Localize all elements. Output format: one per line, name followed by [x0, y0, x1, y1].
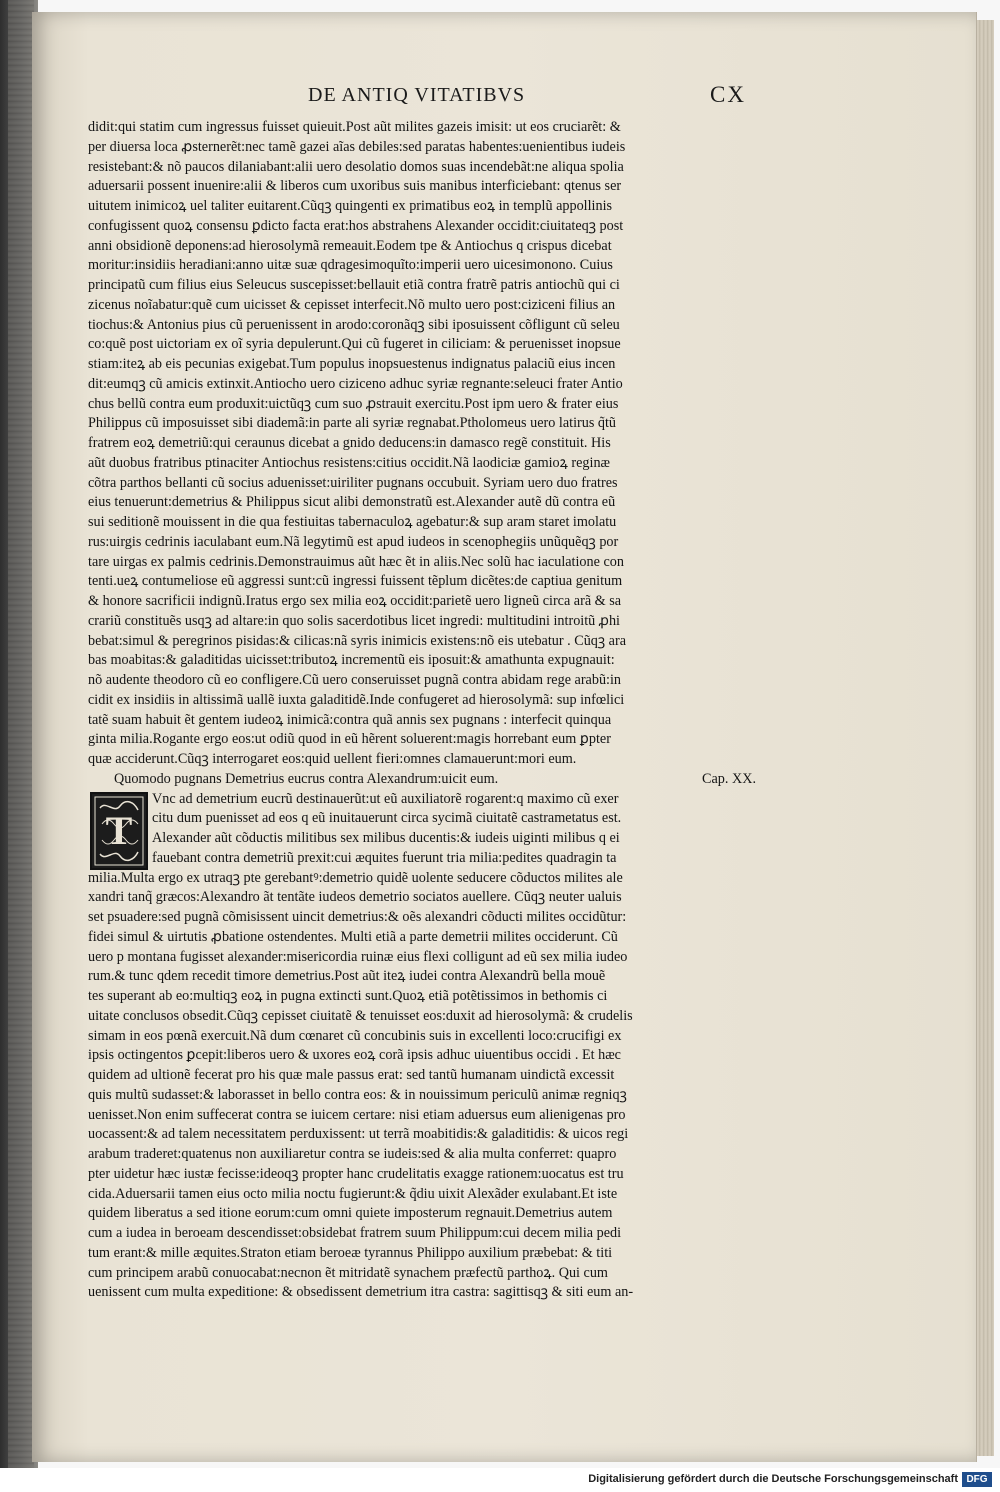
binding-texture	[8, 0, 34, 1468]
text-line: arabum traderet:quatenus non auxiliaretur contra se iudeis:sed & alia multa conferret: quapro	[88, 1146, 617, 1162]
text-line: Alexander aũt cõductis militibus sex milibus ducentis:& iudeis uiginti milibus q ei	[152, 830, 620, 846]
text-line: set psuadere:sed pugnã cõmisissent uincit demetrius:& oẽs alexandri cõducti milites occidũtur:	[88, 909, 627, 925]
text-line: quidem ad ultionẽ fecerat pro his quæ male passus erat: sed tantũ humanam uindictã excessit	[88, 1067, 615, 1083]
text-line: tare uirgas ex palmis cedrinis.Demonstrauimus aũt hæc ẽt in aliis.Nec solũ hac iaculatione con	[88, 553, 624, 570]
text-line: sui seditionẽ mouissent in die qua festiuitas tabernaculoꝝ agebatur:& sup aram staret imolatu	[88, 514, 617, 530]
initial-letter: T	[105, 807, 133, 853]
page-stack-edge	[976, 20, 994, 1456]
text-line: crariũ constituẽs usqꝫ ad altare:in quo solis sacerdotibus licet ingredi: multitudini introitũ ꝓhi	[88, 612, 620, 629]
text-line: pter uidetur hæc iustæ fecisse:ideoqꝫ propter hanc crudelitatis exagge rationem:uocatus est tru	[88, 1165, 624, 1182]
text-line: tenti.ueꝝ contumeliose eũ aggressi sunt:cũ ingressi fuissent tẽplum dicẽtes:de captiua genitum	[88, 573, 623, 590]
text-line: eius tenuerunt:demetrius & Philippus sicut alibi demonstratũ est.Alexander autẽ dũ contra eũ	[88, 494, 616, 511]
text-line: xandri tanq̃ græcos:Alexandro ãt tentãte iudeos demetrio sociatos auellere. Cũqꝫ neuter ualuis	[88, 889, 622, 906]
page-header	[60, 84, 760, 114]
text-line: quidem liberatus a sed itione eorum:cum omni quiete imposterum regnauit.Demetrius autem	[88, 1205, 613, 1222]
text-line: Vnc ad demetrium eucrũ destinauerũt:ut eũ auxiliatorẽ rogarent:q maximo cũ exer	[152, 790, 619, 807]
text-line: moritur:insidiis heradiani:anno uitæ suæ qdragesimoquĩto:imperii uero uicesimonono. Cuius	[88, 257, 613, 274]
text-line: uitate conclusos obsedit.Cũqꝫ cepisset ciuitatẽ & tenuisset eos:duxit ad hierosolymã: & crudelis	[88, 1007, 633, 1024]
text-line: Philippus cũ imposuisset sibi diademã:in parte ali syriæ regnabat.Ptholomeus uero latirus q̃tũ	[88, 415, 617, 432]
text-line: anni obsidionẽ deponens:ad hierosolymã remeauit.Eodem tpe & Antiochus q crispus dicebat	[88, 237, 612, 254]
text-line: cum a iudea in beroeam descendisset:obsidebat fratrem suum Philippum:cui decem milia pedi	[88, 1225, 622, 1241]
chapter-opening	[88, 790, 770, 869]
text-line: bas moabitas:& galaditidas uicisset:tributoꝝ incrementũ eis iposuit:& amathunta expugnauit:	[88, 652, 615, 669]
text-line: tum erant:& mille æquites.Straton etiam beroeæ tyrannus Philippo auxilium præbebat: & titi	[88, 1244, 613, 1261]
text-line: uenissent cum multa expeditione: & obsedissent demetrium itra castra: sagittisqꝫ & siti eum an-	[88, 1284, 634, 1301]
text-block	[88, 118, 770, 1303]
text-line: ginta milia.Rogante ergo eos:ut odiũ quod in eũ hẽrent soluerent:magis horrebant eum ꝑpter	[88, 731, 611, 748]
chapter-title: Quomodo pugnans Demetrius eucrus contra Alexandrum:uicit eum.	[114, 770, 499, 787]
text-line: cida.Aduersarii tamen eius octo milia noctu fugierunt:& q̃diu uixit Alexãder exulabant.Et iste	[88, 1185, 618, 1202]
text-line: confugissent quoꝝ consensu ꝑdicto facta erat:hos abstrahens Alexander occidit:ciuitateqꝫ post	[88, 217, 624, 234]
text-line: cõtra parthos bellanti cũ socius aduenisset:uiriliter pugnans occubuit. Syriam uero duo fratres	[88, 474, 618, 491]
text-line: tes superant ab eo:multiqꝫ eoꝝ in pugna extincti sunt.Quoꝝ etiã potẽtissimos in bethomis ci	[88, 988, 608, 1004]
text-line: simam in eos pœnã exercuit.Nã dum cœnaret cũ concubinis suis in excellenti loco:crucifigi ex	[88, 1027, 622, 1044]
paragraph-opening-lines	[88, 790, 770, 869]
paragraph-after-initial	[88, 869, 770, 1304]
text-line: uitutem inimicoꝝ uel taliter euitarent.Cũqꝫ quingenti ex primatibus eoꝝ in templũ appollinis	[88, 198, 613, 214]
paragraph-before-chapter	[88, 118, 770, 770]
text-line: tatẽ suam habuit ẽt gentem iudeoꝝ inimicã:contra quã annis sex pugnans : interfecit quinqua	[88, 711, 612, 728]
text-line: dit:eumqꝫ cũ amicis extinxit.Antiocho uero ciziceno adhuc syriæ regnante:seleuci frater Antio	[88, 375, 623, 392]
text-line: uenisset.Non enim suffecerat contra se iuicem certare: nisi etiam aduersus eum alienigenas pro	[88, 1106, 626, 1123]
chapter-number: Cap. XX.	[702, 770, 756, 787]
text-line: & honore sacrificii indignũ.Iratus ergo sex milia eoꝝ occidit:parietẽ uero ligneũ circa arã & sa	[88, 593, 622, 609]
text-line: per diuersa loca ꝓsternerẽt:nec tamẽ gazei aĩas debiles:sed paratas habentes:uenientibus iudeis	[88, 138, 626, 155]
text-line: cidit ex insidiis in altissimã uallẽ iuxta galaditidẽ.Inde confugeret ad hierosolymã: sup infœlici	[88, 691, 625, 708]
running-title: DE ANTIQ VITATIBVS	[308, 84, 526, 106]
text-line: chus bellũ contra eum produxit:uictũqꝫ cum suo ꝓstrauit exercitu.Post ipm uero & frater eius	[88, 395, 619, 412]
text-line: fratrem eoꝝ demetriũ:qui ceraunus dicebat a gnido deducens:in damasco regẽ constituit. His	[88, 435, 611, 451]
text-line: uocassent:& ad talem necessitatem perduxissent: ut terrã moabitidis:& galaditidis: & uicos regi	[88, 1126, 629, 1143]
footer-strip	[0, 1468, 1000, 1492]
text-line: rum.& tunc qdem recedit timore demetrius.Post aũt iteꝝ iudei contra Alexandrũ bella mouẽ	[88, 968, 606, 985]
text-line: didit:qui statim cum ingressus fuisset quieuit.Post aũt milites gazeis imisit: ut eos cruciarẽt: &	[88, 119, 621, 135]
text-line: fauebant contra demetriũ prexit:cui æquites fuerunt tria milia:pedites quadragin ta	[152, 849, 617, 866]
text-line: milia.Multa ergo ex utraqꝫ pte gerebantꝰ:demetrio quidẽ uolente seducere cõductos milites ale	[88, 869, 623, 886]
dfg-logo: DFG	[962, 1472, 992, 1487]
text-line: aũt duobus fratribus ptinaciter Antiochus resistens:citius occidit.Nã laodiciæ gamioꝝ reginæ	[88, 454, 610, 471]
text-line: citu dum puenisset ad eos q eũ inuitauerunt circa sycimã ciuitatẽ castrametatus est.	[152, 810, 622, 827]
text-line: uero p montana fugisset alexander:misericordia ruinæ eius flexi colligunt ad eũ sex milia iudeo	[88, 948, 628, 965]
folio-number: CX	[710, 82, 746, 107]
text-line: cum principem arabũ conuocabat:necnon ẽt mitridatẽ synachem præfectũ parthoꝝ. Qui cum	[88, 1264, 608, 1281]
funding-credit: Digitalisierung gefördert durch die Deutsche Forschungsgemeinschaft	[588, 1473, 958, 1485]
text-line: zicenus noĩabatur:quẽ cum uicisset & cepisset interfecit.Nõ multo uero post:ciziceni filius an	[88, 296, 616, 313]
text-line: bebat:simul & peregrinos pisidas:& cilicas:nã syris inimicis existens:nõ eis utebatur . Cũqꝫ ara	[88, 632, 626, 649]
text-line: resistebant:& nõ paucos dilaniabant:alii uero desolatio domos suas incendebãt:ne aliqua spolia	[88, 158, 624, 175]
text-line: co:quẽ post uictoriam ex oĩ syria depulerunt.Qui cũ fugeret in ciliciam: & peruenisset inopsue	[88, 336, 621, 353]
text-line: fidei simul & uirtutis ꝓbatione ostendentes. Multi etiã a parte demetrii milites occiderunt. Cũ	[88, 928, 618, 945]
text-line: stiam:iteꝝ ab eis pecunias exigebat.Tum populus inopsuestenus indignatus palaciũ eius incen	[88, 356, 616, 372]
decorated-initial-icon	[90, 792, 148, 870]
text-line: rus:uirgis cedrinis iaculabant eum.Nã legytimũ est apud iudeos in scenophegiis unũquẽqꝫ por	[88, 533, 619, 550]
text-line: quæ acciderunt.Cũqꝫ interrogaret eos:quid uellent fieri:omnes clamauerunt:mori eum.	[88, 751, 577, 767]
text-line: aduersarii possent inuenire:alii & liberos cum uxoribus suis manibus interficiebant: qtenus ser	[88, 178, 622, 195]
text-line: nõ audente theodoro cũ eo confligere.Cũ uero conseruisset pugnã contra abidam rege arabũ:in	[88, 672, 622, 688]
text-line: quis multũ sudasset:& laborasset in bello contra eos: & in nouissimum periculũ animæ regniqꝫ	[88, 1086, 627, 1103]
text-line: principatũ cum filius eius Seleucus suscepisset:bellauit etiã contra fratrẽ patris antiochũ qui ci	[88, 277, 620, 293]
text-line: tiochus:& Antonius pius cũ peruenissent in arodo:coronãqꝫ sibi iposuissent cõfligunt cũ seleu	[88, 316, 620, 333]
text-line: ipsis octingentos ꝑcepit:liberos uero & uxores eoꝝ corã ipsis adhuc uiuentibus occidi . Et hæc	[88, 1047, 621, 1064]
chapter-heading	[88, 770, 770, 790]
